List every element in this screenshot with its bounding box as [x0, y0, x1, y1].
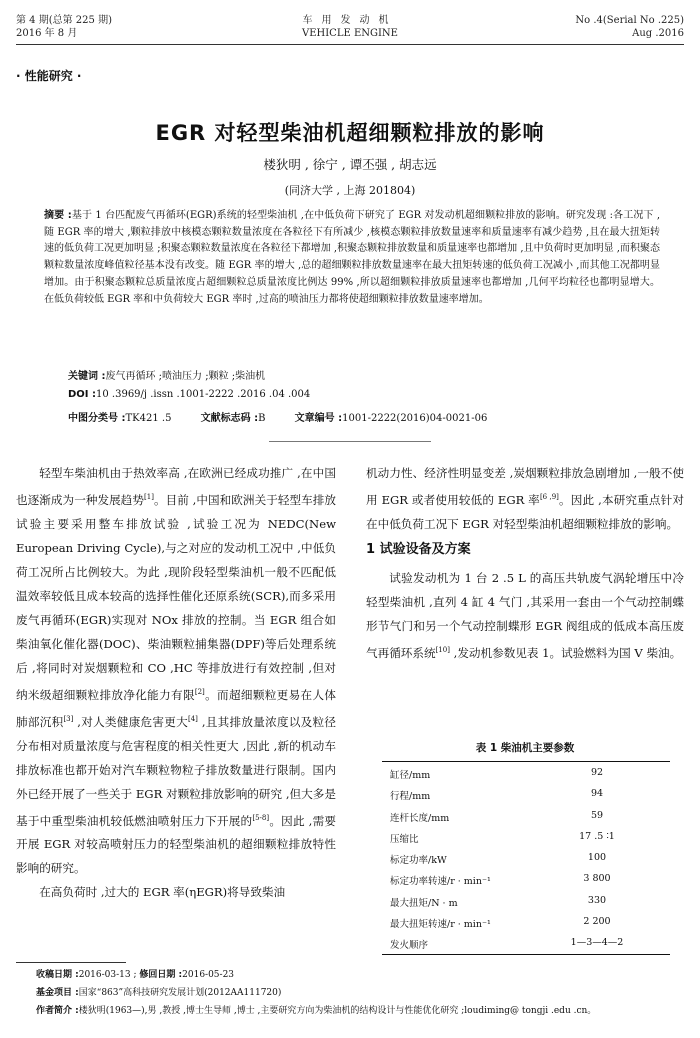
- citation: [1]: [144, 493, 154, 501]
- citation: [3]: [63, 714, 74, 723]
- citation: [2]: [194, 687, 205, 696]
- body-paragraph: 试验发动机为 1 台 2 .5 L 的高压共轨废气涡轮增压中冷轻型柴油机 ,直列 4 缸 4 气门 ,其采用一套由一个气动控制蝶形节气门和另一个气动控制蝶形 EGR 阀组成的低成本高压废气再循环系统[10] ,发动机参数见表 1。试验燃料为国 Ⅴ 柴油。: [366, 570, 684, 660]
- classification: [68, 409, 513, 424]
- issue-date-en: Aug .2016: [632, 28, 684, 39]
- footnote-dates: 收稿日期 :2016-03-13 ; 修回日期 :2016-05-23: [36, 970, 235, 980]
- doi-text: 10 .3969/j .issn .1001-2222 .2016 .04 .004: [96, 389, 311, 400]
- intro-paragraph: 轻型车柴油机由于热效率高 ,在欧洲已经成功推广 ,在中国也逐渐成为一种发展趋势[1]。目前 ,中国和欧洲关于轻型车排放试验主要采用整车排放试验 ,试验工况为 NEDC(New European Driving Cycle),与之对应的发动机工况中 ,中低负荷工况所占比例较大。为此 ,现阶段轻型柴油机一般不匹配低温效率较低且成本较高的选择性催化还原系统(SCR),而多采用废气再循环(EGR)实现对 NOx 排放的控制。当 EGR 组合如柴油氧化催化器(DOC)、柴油颗粒捕集器(DPF)等后处理系统后 ,将同时对炭烟颗粒和 CO ,HC 等排放进行有效控制 ,但对纳米级超细颗粒排放净化能力有限[2]。而超细颗粒更易在人体肺部沉积[3] ,对人类健康危害更大[4] ,且其排放量浓度以及粒径分布相对质量浓度与危害程度的相关性更大 ,因此 ,新的机动车排放标准也都开始对汽车颗粒物粒子排放数量进行限制。国内外已经开展了一些关于 EGR 对颗粒排放影响的研究 ,但大多是基于中重型柴油机较低燃油喷射压力下开展的[5-8]。因此 ,需要开展 EGR 对较高喷射压力的轻型柴油机的超细颗粒排放特性影响的研究。: [16, 466, 336, 876]
- citation: [4]: [187, 714, 198, 723]
- doc-code-label: 文献标志码 :: [200, 413, 259, 424]
- citation: [10]: [435, 645, 450, 654]
- header-rule: [16, 44, 684, 45]
- table-row: 最大扭矩/N · m 330: [390, 894, 607, 909]
- table-row: 标定功率/kW 100: [390, 852, 607, 867]
- journal-name-cn: 车用发动机: [302, 15, 398, 26]
- article-title: EGR 对轻型柴油机超细颗粒排放的影响: [155, 121, 545, 145]
- keywords: [68, 369, 265, 385]
- clc-value: TK421 .5: [125, 413, 172, 424]
- doc-code-value: B: [258, 413, 266, 424]
- table-row: 缸径/mm 92: [390, 767, 604, 781]
- body-paragraph: 在高负荷时 ,过大的 EGR 率(ηEGR)将导致柴油: [39, 885, 286, 900]
- abstract-text: 基于 1 台匹配废气再循环(EGR)系统的轻型柴油机 ,在中低负荷下研究了 EGR 对发动机超细颗粒排放的影响。研究发现 :各工况下 ,随 EGR 率的增大 ,颗粒排放中核模态颗粒数量浓度在各粒径下有所减少 ,核模态颗粒排放数量速率和质量速率有减少趋势 ,且在最大扭矩转速的低负荷工况更加明显 ;积聚态颗粒数量浓度在各粒径下都增加 ,积聚态颗粒排放数量和质量速率也都增加 ,且中负荷时更加明显 ,而积聚态颗粒数量浓度峰值粒径基本没有改变。随 EGR 率的增大 ,总的超细颗粒排放数量速率在最大扭矩转速的低负荷工况减小 ,而其他工况都明显增加。由于积聚态颗粒总质量浓度占超细颗粒总质量浓度比例达 99% ,所以超细颗粒排放质量速率也都增加 ,几何平均粒径也都明显增大。在低负荷较低 EGR 率和中负荷较大 EGR 率时 ,过高的喷油压力都将使超细颗粒排放数量速率增加。: [44, 210, 661, 305]
- table-row: 连杆长度/mm 59: [390, 809, 604, 824]
- table-row: 发火顺序 1—3—4—2: [390, 937, 624, 952]
- serial-number: No .4(Serial No .225): [575, 15, 684, 26]
- body-paragraph: 机动力性、经济性明显变差 ,炭烟颗粒排放急剧增加 ,一般不使用 EGR 或者使用较低的 EGR 率[6 ,9]。因此 ,本研究重点针对在中低负荷工况下 EGR 对轻型柴油机超细颗粒排放的影响。: [366, 466, 684, 531]
- footnote-author: 作者简介 :楼狄明(1963—),男 ,教授 ,博士生导师 ,博士 ,主要研究方向为柴油机的结构设计与性能优化研究 ;loudiming@ tongji .edu .cn。: [36, 1006, 597, 1016]
- footnote-fund: 基金项目 :国家“863”高科技研究发展计划(2012AA111720): [36, 988, 282, 998]
- body-column-right: [366, 461, 684, 665]
- clc-label: 中图分类号 :: [68, 413, 126, 424]
- doi-label: DOI :: [68, 389, 97, 400]
- separator-rule: [269, 441, 431, 442]
- abstract: [44, 208, 660, 308]
- affiliation: (同济大学 , 上海 201804): [284, 184, 416, 197]
- abstract-label: 摘要 :: [44, 210, 72, 221]
- keywords-text: 废气再循环 ;喷油压力 ;颗粒 ;柴油机: [105, 371, 266, 382]
- citation: [5-8]: [252, 813, 270, 822]
- body-column-left: [16, 461, 336, 904]
- authors: 楼狄明 , 徐宁 , 谭丕强 , 胡志远: [263, 157, 437, 172]
- table-caption: 表 1 柴油机主要参数: [475, 742, 575, 754]
- table-row: 最大扭矩转速/r · min⁻¹ 2 200: [390, 916, 611, 931]
- issue-number: 第 4 期(总第 225 期): [16, 15, 112, 26]
- section-heading: 1 试验设备及方案: [366, 541, 471, 557]
- journal-name-en: VEHICLE ENGINE: [301, 28, 398, 39]
- citation: [6 ,9]: [539, 493, 559, 501]
- table-row: 压缩比 17 .5 ∶1: [390, 830, 615, 845]
- doi: [68, 389, 310, 400]
- article-id-label: 文章编号 :: [294, 413, 343, 424]
- table-row: 标定功率转速/r · min⁻¹ 3 800: [390, 873, 611, 888]
- engine-parameters-table: [382, 761, 670, 955]
- table-row: 行程/mm 94: [390, 788, 604, 803]
- section-tag: · 性能研究 ·: [16, 69, 82, 83]
- article-id-value: 1001-2222(2016)04-0021-06: [342, 413, 488, 424]
- header-right: [575, 14, 684, 40]
- footnote-rule: [16, 962, 126, 963]
- issue-date: 2016 年 8 月: [16, 28, 78, 39]
- keywords-label: 关键词 :: [68, 371, 106, 382]
